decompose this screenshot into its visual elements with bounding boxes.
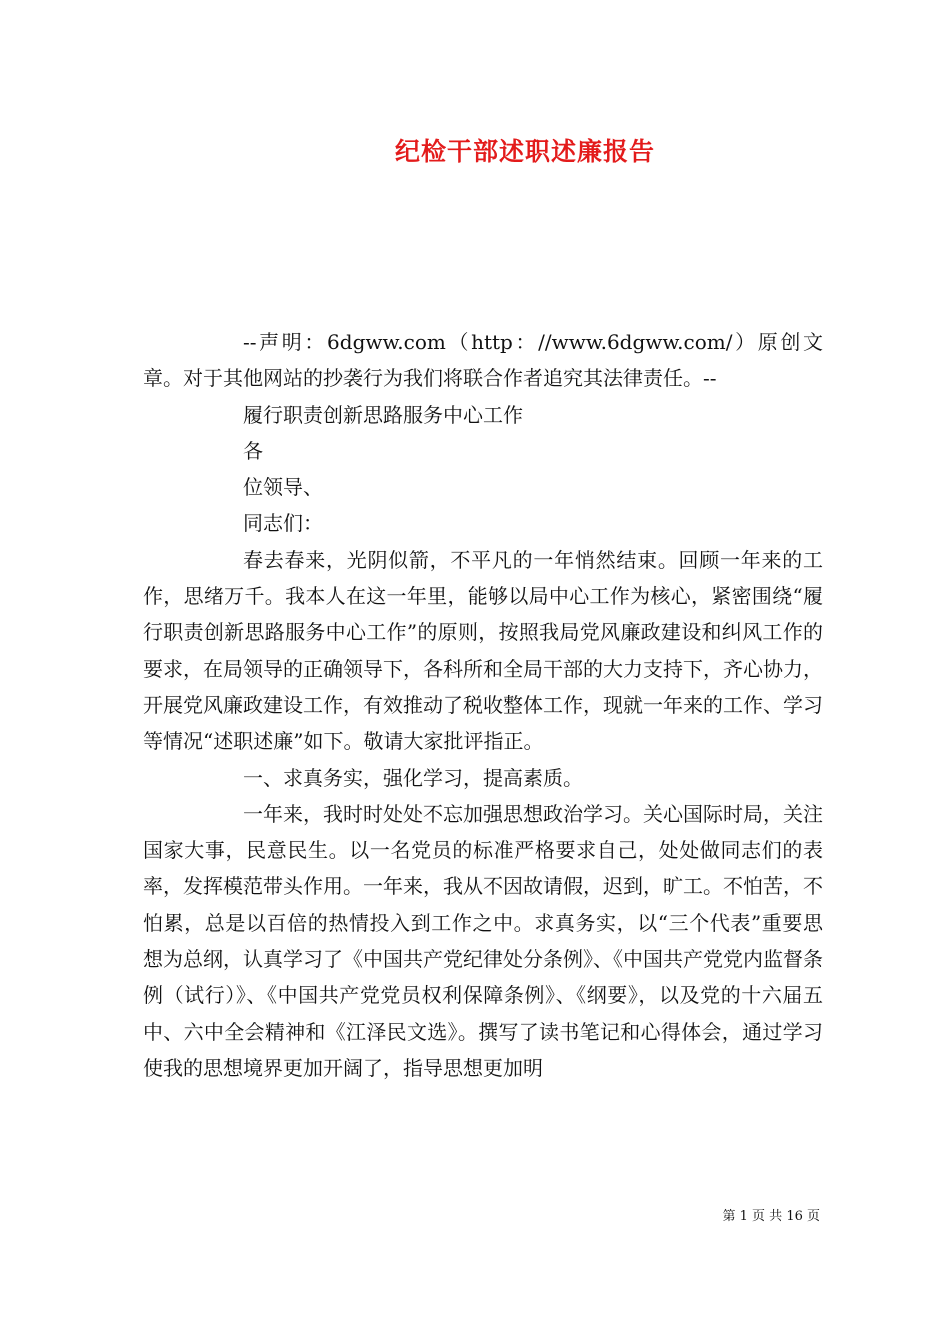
declaration-paragraph: --声明：6dgww.com（http：//www.6dgww.com/）原创文章。对于其他网站的抄袭行为我们将联合作者追究其法律责任。-- — [143, 330, 823, 391]
document-title: 纪检干部述职述廉报告 — [394, 137, 655, 166]
section-heading-1: 一、求真务实，强化学习，提高素质。 — [243, 765, 583, 790]
page-number-footer: 第 1 页 共 16 页 — [722, 1209, 820, 1224]
salutation-line-2: 位领导、 — [243, 475, 323, 500]
section-paragraph-1: 一年来，我时时处处不忘加强思想政治学习。关心国际时局，关注国家大事，民意民生。以一名党员的标准严格要求自己，处处做同志们的表率，发挥模范带头作用。一年来，我从不因故请假，迟到，旷工。不怕苦，不怕累，总是以百倍的热情投入到工作之中。求真务实，以“三个代表”重要思想为总纲，认真学习了《中国共产党纪律处分条例》、《中国共产党党内监督条例（试行）》、《中国共产党党员权利保障条例》、《纲要》，以及党的十六届五中、六中全会精神和《江泽民文选》。撰写了读书笔记和心得体会，通过学习使我的思想境界更加开阔了，指导思想更加明 — [143, 801, 823, 1080]
document-body — [143, 324, 823, 1086]
intro-paragraph: 春去春来，光阴似箭，不平凡的一年悄然结束。回顾一年来的工作，思绪万千。我本人在这一年里，能够以局中心工作为核心，紧密围绕“履行职责创新思路服务中心工作”的原则，按照我局党风廉政建设和纠风工作的要求，在局领导的正确领导下，各科所和全局干部的大力支持下，齐心协力，开展党风廉政建设工作，有效推动了税收整体工作，现就一年来的工作、学习等情况“述职述廉”如下。敬请大家批评指正。 — [143, 547, 823, 754]
subtitle-paragraph: 履行职责创新思路服务中心工作 — [243, 402, 523, 427]
salutation-line-3: 同志们： — [243, 511, 323, 536]
salutation-line-1: 各 — [243, 438, 263, 463]
